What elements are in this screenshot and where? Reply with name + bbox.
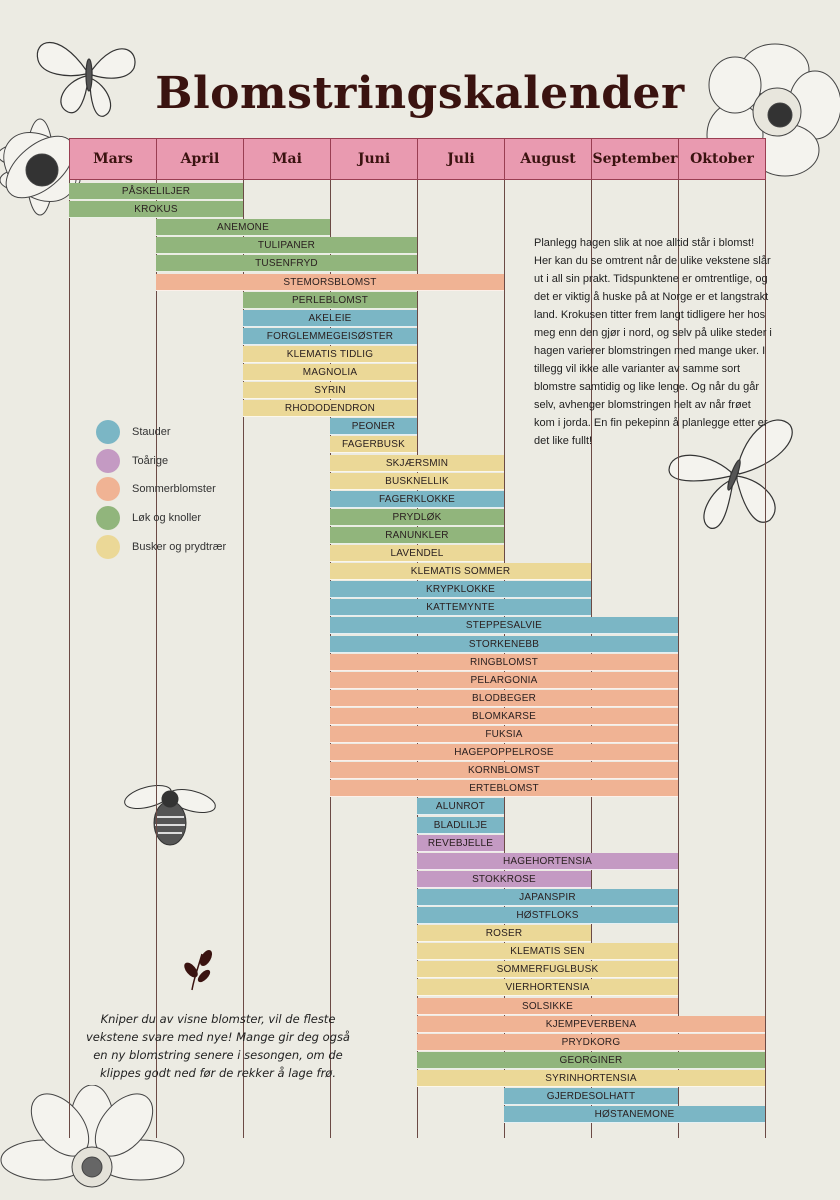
plant-bar: PÅSKELILJER [69, 183, 243, 200]
month-header: Oktober [678, 138, 766, 180]
plant-bar: LAVENDEL [330, 545, 504, 562]
plant-bar: KLEMATIS TIDLIG [243, 346, 417, 363]
plant-bar: BLOMKARSE [330, 708, 678, 725]
legend-label: Sommerblomster [132, 483, 216, 496]
plant-bar: ERTEBLOMST [330, 780, 678, 797]
tip-text: Kniper du av visne blomster, vil de fleste vekstene svare med nye! Mange gir deg også en ny blomstring senere i sesongen, om de klippes godt ned før de rekker å lage frø. [86, 1012, 350, 1080]
legend-swatch [96, 449, 120, 473]
plant-bar: STOKKROSE [417, 871, 591, 888]
plant-bar: HØSTANEMONE [504, 1106, 765, 1123]
legend-item [96, 447, 226, 476]
plant-bar: HAGEHORTENSIA [417, 853, 678, 870]
page-title: Blomstringskalender [155, 68, 685, 119]
plant-bar: AKELEIE [243, 310, 417, 327]
plant-bar: SYRIN [243, 382, 417, 399]
plant-bar: KJEMPEVERBENA [417, 1016, 765, 1033]
legend-item [96, 532, 226, 561]
plant-bar: RANUNKLER [330, 527, 504, 544]
plant-bar: ROSER [417, 925, 591, 942]
plant-bar: KRYPKLOKKE [330, 581, 591, 598]
plant-bar: BUSKNELLIK [330, 473, 504, 490]
legend-item [96, 504, 226, 533]
month-header: August [504, 138, 592, 180]
legend-swatch [96, 506, 120, 530]
month-divider [69, 138, 70, 1138]
plant-bar: SYRINHORTENSIA [417, 1070, 765, 1087]
month-header: April [156, 138, 244, 180]
plant-bar: MAGNOLIA [243, 364, 417, 381]
plant-bar: VIERHORTENSIA [417, 979, 678, 996]
plant-bar: ALUNROT [417, 798, 504, 815]
plant-bar: FAGERKLOKKE [330, 491, 504, 508]
legend-swatch [96, 420, 120, 444]
plant-bar: PERLEBLOMST [243, 292, 417, 309]
plant-bar: PRYDKORG [417, 1034, 765, 1051]
plant-bar: RINGBLOMST [330, 654, 678, 671]
legend-item [96, 418, 226, 447]
month-header: Juli [417, 138, 505, 180]
plant-bar: KROKUS [69, 201, 243, 218]
plant-bar: PRYDLØK [330, 509, 504, 526]
plant-bar: BLADLILJE [417, 817, 504, 834]
legend-label: Stauder [132, 426, 171, 439]
plant-bar: REVEBJELLE [417, 835, 504, 852]
legend-label: Løk og knoller [132, 512, 202, 525]
month-header: Juni [330, 138, 418, 180]
month-header: Mai [243, 138, 331, 180]
plant-bar: BLODBEGER [330, 690, 678, 707]
plant-bar: KATTEMYNTE [330, 599, 591, 616]
intro-text: Planlegg hagen slik at noe alltid står i blomst! Her kan du se omtrent når de ulike vekstene slår ut i all sin prakt. Tidspunktene er omtrentlige, og det er viktig å huske på at Norge er et langstrakt land. Krokusen titter frem langt tidligere her hos meg enn den gjør i nord, og selv på ulike steder i hagen varierer blomstringen med mange uker. I tillegg vil ikke alle varianter av samme sort blomstre samtidig og like lenge. Og når du går selv, avhenger blomstringen helt av når frøet kom i jorda. En fin pekepinn å planlegge etter er det like fullt! [534, 237, 772, 447]
plant-bar: JAPANSPIR [417, 889, 678, 906]
plant-bar: STEPPESALVIE [330, 617, 678, 634]
plant-bar: KLEMATIS SOMMER [330, 563, 591, 580]
plant-bar: HØSTFLOKS [417, 907, 678, 924]
plant-bar: RHODODENDRON [243, 400, 417, 417]
plant-bar: STORKENEBB [330, 636, 678, 653]
legend-label: Toårige [132, 454, 169, 467]
plant-bar: ANEMONE [156, 219, 330, 236]
plant-bar: FAGERBUSK [330, 436, 417, 453]
plant-bar: TUSENFRYD [156, 255, 417, 272]
legend [96, 418, 226, 561]
plant-bar: GEORGINER [417, 1052, 765, 1069]
legend-swatch [96, 477, 120, 501]
plant-bar: PEONER [330, 418, 417, 435]
plant-bar: FUKSIA [330, 726, 678, 743]
month-header: Mars [69, 138, 157, 180]
plant-bar: PELARGONIA [330, 672, 678, 689]
plant-bar: KORNBLOMST [330, 762, 678, 779]
plant-bar: SOLSIKKE [417, 998, 678, 1015]
plant-bar: SOMMERFUGLBUSK [417, 961, 678, 978]
legend-swatch [96, 535, 120, 559]
legend-item [96, 475, 226, 504]
plant-bar: TULIPANER [156, 237, 417, 254]
plant-bar: SKJÆRSMIN [330, 455, 504, 472]
plant-bar: KLEMATIS SEN [417, 943, 678, 960]
legend-label: Busker og prydtrær [132, 540, 227, 553]
plant-bar: STEMORSBLOMST [156, 274, 504, 291]
plant-bar: HAGEPOPPELROSE [330, 744, 678, 761]
month-header: September [591, 138, 679, 180]
plant-bar: GJERDESOLHATT [504, 1088, 678, 1105]
plant-bar: FORGLEMMEGEISØSTER [243, 328, 417, 345]
